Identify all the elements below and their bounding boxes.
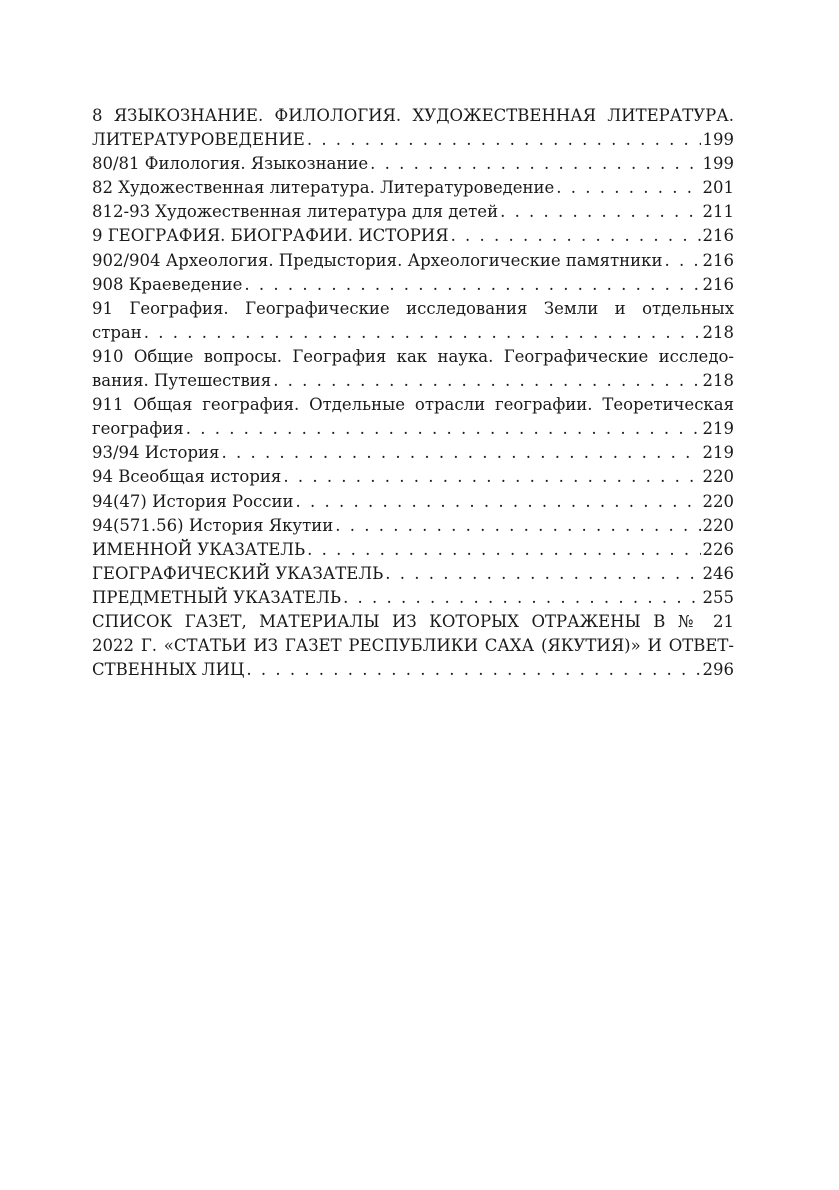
toc-entry-title: география (92, 419, 184, 439)
page-number: 218 (702, 322, 734, 342)
page-number: 220 (702, 491, 734, 511)
toc-entry-title: ГЕОГРАФИЧЕСКИЙ УКАЗАТЕЛЬ (92, 563, 384, 583)
toc-entry[interactable] (92, 490, 734, 514)
toc-entry-title: 9 ГЕОГРАФИЯ. БИОГРАФИИ. ИСТОРИЯ (92, 226, 449, 246)
toc-entry-title: стран (92, 322, 142, 342)
dot-leader (335, 514, 700, 538)
toc-entry[interactable] (92, 176, 734, 200)
toc-entry-last-line (92, 128, 734, 152)
toc-entry[interactable] (92, 538, 734, 562)
dot-leader (283, 465, 700, 489)
page-number: 220 (702, 467, 734, 487)
toc-entry-line: 910 Общие вопросы. География как наука. Географические исследо- (92, 346, 734, 366)
toc-entry-last-line (92, 514, 734, 538)
page-number: 199 (702, 130, 734, 150)
page-number: 216 (702, 274, 734, 294)
toc-entry-title: СТВЕННЫХ ЛИЦ (92, 660, 245, 680)
dot-leader (186, 417, 701, 441)
toc-entry-last-line (92, 586, 734, 610)
page-number: 246 (702, 563, 734, 583)
toc-entry-title: 94 Всеобщая история (92, 467, 282, 487)
toc-entry-last-line (92, 441, 734, 465)
toc-entry-last-line (92, 490, 734, 514)
toc-entry-title: 94(571.56) История Якутии (92, 515, 334, 535)
toc-entry-last-line (92, 417, 734, 441)
toc-entry-last-line (92, 152, 734, 176)
toc-entry-title: 93/94 История (92, 443, 220, 463)
page-number: 199 (702, 154, 734, 174)
dot-leader (307, 128, 701, 152)
toc-entry-title: 80/81 Филология. Языкознание (92, 154, 369, 174)
page-number: 201 (702, 178, 734, 198)
toc-entry[interactable] (92, 224, 734, 248)
toc-entry-last-line (92, 224, 734, 248)
toc-entry-title: 94(47) История России (92, 491, 294, 511)
dot-leader (246, 658, 700, 682)
dot-leader (385, 562, 700, 586)
page-number: 216 (702, 226, 734, 246)
toc-entry-title: ЛИТЕРАТУРОВЕДЕНИЕ (92, 130, 305, 150)
toc-entry[interactable] (92, 393, 734, 441)
dot-leader (307, 538, 700, 562)
dot-leader (370, 152, 700, 176)
toc-entry-title: 902/904 Археология. Предыстория. Археологические памятники (92, 250, 663, 270)
toc-entry[interactable] (92, 441, 734, 465)
dot-leader (500, 200, 700, 224)
toc-entry[interactable] (92, 345, 734, 393)
toc-entry-last-line (92, 176, 734, 200)
toc-entry-title: 82 Художественная литература. Литературоведение (92, 178, 555, 198)
toc-entry-last-line (92, 200, 734, 224)
toc-entry-line: СПИСОК ГАЗЕТ, МАТЕРИАЛЫ ИЗ КОТОРЫХ ОТРАЖЕНЫ В № 21 (92, 611, 734, 631)
page-number: 219 (702, 443, 734, 463)
toc-entry[interactable] (92, 610, 734, 682)
page-number: 226 (702, 539, 734, 559)
toc-entry-last-line (92, 369, 734, 393)
dot-leader (244, 273, 700, 297)
toc-entry[interactable] (92, 514, 734, 538)
toc-entry-last-line (92, 538, 734, 562)
dot-leader (296, 490, 701, 514)
dot-leader (273, 369, 700, 393)
toc-entry-line: 8 ЯЗЫКОЗНАНИЕ. ФИЛОЛОГИЯ. ХУДОЖЕСТВЕННАЯ ЛИТЕРАТУРА. (92, 106, 734, 125)
toc-entry-title: ПРЕДМЕТНЫЙ УКАЗАТЕЛЬ (92, 587, 342, 607)
toc-entry-title: ИМЕННОЙ УКАЗАТЕЛЬ (92, 539, 306, 559)
toc-entry[interactable] (92, 586, 734, 610)
toc-entry[interactable] (92, 249, 734, 273)
dot-leader (664, 249, 700, 273)
dot-leader (343, 586, 700, 610)
toc-entry-last-line (92, 273, 734, 297)
page-number: 211 (702, 202, 734, 222)
toc-entry[interactable] (92, 104, 734, 152)
page-number: 218 (702, 371, 734, 391)
toc-entry[interactable] (92, 200, 734, 224)
page-number: 220 (702, 515, 734, 535)
page-number: 216 (702, 250, 734, 270)
toc-entry-last-line (92, 562, 734, 586)
page-number: 296 (702, 660, 734, 680)
table-of-contents (92, 104, 734, 682)
page-number: 219 (702, 419, 734, 439)
page-number: 255 (702, 587, 734, 607)
toc-entry-last-line (92, 249, 734, 273)
dot-leader (144, 321, 701, 345)
dot-leader (556, 176, 700, 200)
toc-entry-line: 911 Общая география. Отдельные отрасли географии. Теоретическая (92, 395, 734, 415)
toc-entry-title: вания. Путешествия (92, 371, 272, 391)
toc-entry[interactable] (92, 465, 734, 489)
dot-leader (221, 441, 700, 465)
toc-entry[interactable] (92, 273, 734, 297)
toc-entry-line: 2022 Г. «СТАТЬИ ИЗ ГАЗЕТ РЕСПУБЛИКИ САХА (ЯКУТИЯ)» И ОТВЕТ- (92, 636, 734, 656)
toc-entry-title: 908 Краеведение (92, 274, 243, 294)
toc-entry-last-line (92, 658, 734, 682)
toc-entry[interactable] (92, 562, 734, 586)
toc-entry[interactable] (92, 297, 734, 345)
toc-entry-title: 812-93 Художественная литература для детей (92, 202, 499, 222)
dot-leader (451, 224, 701, 248)
toc-entry-line: 91 География. Географические исследования Земли и отдельных (92, 298, 734, 318)
toc-entry[interactable] (92, 152, 734, 176)
toc-entry-last-line (92, 321, 734, 345)
toc-entry-last-line (92, 465, 734, 489)
